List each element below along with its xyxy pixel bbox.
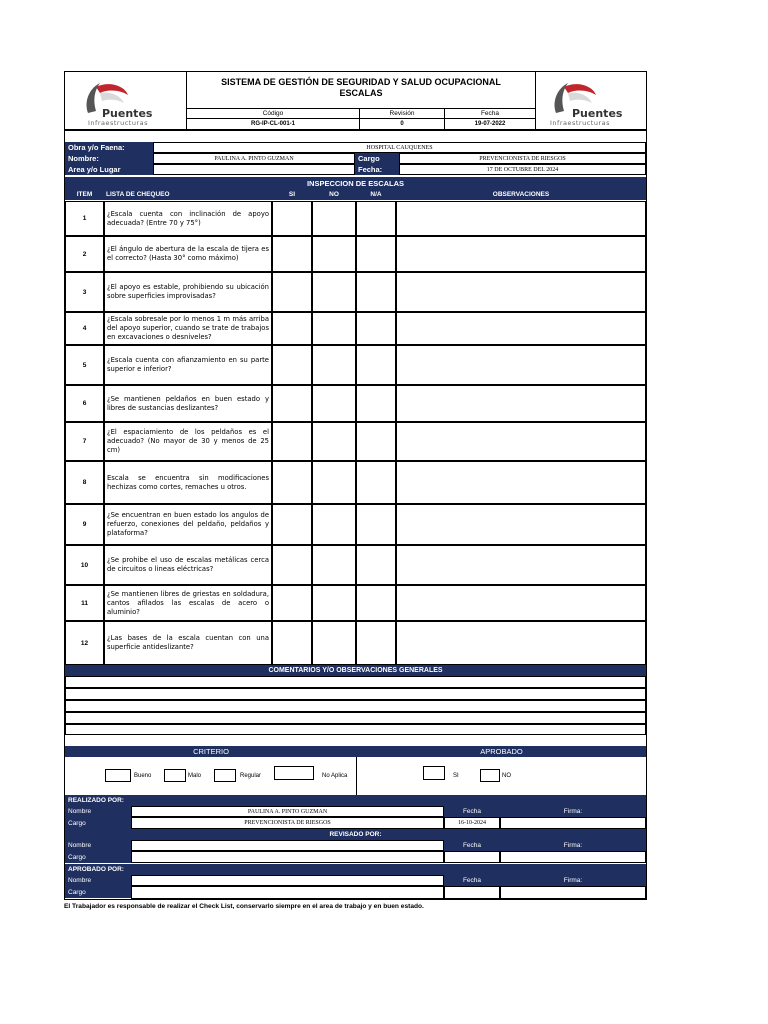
- item-number-cell: 1: [65, 201, 104, 236]
- si-cell[interactable]: [272, 461, 312, 504]
- codigo-value: RG-IP-CL-001-1: [250, 121, 295, 127]
- realizado-cargo-field[interactable]: PREVENCIONISTA DE RIESGOS: [131, 817, 444, 829]
- no-cell[interactable]: [312, 272, 356, 312]
- si-cell[interactable]: [272, 545, 312, 585]
- revision-label: Revisión: [389, 109, 415, 117]
- comments-title: COMENTARIOS Y/O OBSERVACIONES GENERALES: [65, 665, 646, 676]
- realizado-fecha-label: Fecha: [444, 806, 500, 817]
- no-cell[interactable]: [312, 236, 356, 272]
- revisado-fecha-label: Fecha: [444, 840, 500, 851]
- no-cell[interactable]: [312, 461, 356, 504]
- item-number-cell: 10: [65, 545, 104, 585]
- revisado-firma-label: Firma:: [500, 840, 646, 851]
- item-number-cell: 7: [65, 422, 104, 461]
- cargo-field[interactable]: PREVENCIONISTA DE RIESGOS: [399, 153, 646, 164]
- comment-line[interactable]: [65, 700, 646, 712]
- malo-label: Malo: [188, 772, 202, 779]
- aprobado-nombre-label: Nombre: [65, 875, 131, 886]
- company-logo-left: [74, 77, 178, 127]
- si-cell[interactable]: [272, 585, 312, 621]
- no-aplica-label: No Aplica: [322, 772, 348, 779]
- question-cell: ¿El espaciamiento de los peldaños es el adecuado? (No mayor de 30 y menos de 25 cm): [104, 422, 272, 461]
- si-cell[interactable]: [272, 422, 312, 461]
- cargo-label: Cargo: [355, 153, 399, 164]
- observaciones-cell[interactable]: [396, 385, 646, 422]
- col-na: N/A: [370, 191, 382, 198]
- item-number-cell: 12: [65, 621, 104, 665]
- obra-label: Obra y/o Faena:: [65, 142, 153, 153]
- col-si: SI: [288, 191, 296, 198]
- item-number-cell: 3: [65, 272, 104, 312]
- criterio-title: CRITERIO: [65, 746, 357, 757]
- fecha-field[interactable]: 17 DE OCTUBRE DEL 2024: [399, 164, 646, 175]
- observaciones-cell[interactable]: [396, 422, 646, 461]
- no-cell[interactable]: [312, 385, 356, 422]
- si-cell[interactable]: [272, 312, 312, 345]
- no-cell[interactable]: [312, 345, 356, 385]
- col-observaciones: OBSERVACIONES: [492, 191, 550, 198]
- nombre-label: Nombre:: [65, 153, 153, 164]
- col-lista: LISTA DE CHEQUEO: [106, 191, 170, 198]
- question-cell: ¿Escala cuenta con afianzamiento en su parte superior e inferior?: [104, 345, 272, 385]
- no-cell[interactable]: [312, 201, 356, 236]
- si-cell[interactable]: [272, 621, 312, 665]
- header-fecha-value: 19-07-2022: [474, 121, 506, 127]
- logo-brand-right: Puentes: [572, 107, 623, 120]
- regular-checkbox[interactable]: [214, 769, 236, 782]
- realizado-firma-label: Firma:: [500, 806, 646, 817]
- comment-line[interactable]: [65, 676, 646, 688]
- header-fecha-label: Fecha: [480, 109, 500, 117]
- no-cell[interactable]: [312, 585, 356, 621]
- footer-note: El Trabajador es responsable de realizar el Check List, conservarlo siempre en el area de trabajo y en buen estado.: [64, 903, 424, 910]
- observaciones-cell[interactable]: [396, 201, 646, 236]
- comment-line[interactable]: [65, 724, 646, 735]
- si-cell[interactable]: [272, 272, 312, 312]
- comment-line[interactable]: [65, 712, 646, 724]
- aprobado-nombre-field[interactable]: [131, 875, 444, 886]
- aprobado-cargo-label: Cargo: [65, 886, 131, 898]
- si-cell[interactable]: [272, 385, 312, 422]
- revisado-fecha-field[interactable]: [444, 851, 500, 863]
- company-logo-right: [542, 77, 646, 127]
- observaciones-cell[interactable]: [396, 585, 646, 621]
- codigo-label: Código: [262, 109, 284, 117]
- na-cell[interactable]: [356, 545, 396, 585]
- nombre-field[interactable]: PAULINA A. PINTO GUZMAN: [153, 153, 355, 164]
- si-cell[interactable]: [272, 504, 312, 545]
- checklist-sheet: [64, 71, 647, 910]
- aprobado-por-title: APROBADO POR:: [65, 864, 646, 875]
- observaciones-cell[interactable]: [396, 461, 646, 504]
- si-cell[interactable]: [272, 236, 312, 272]
- realizado-fecha-field[interactable]: 16-10-2024: [444, 817, 500, 829]
- fecha-label: Fecha:: [355, 164, 399, 175]
- item-number-cell: 2: [65, 236, 104, 272]
- question-cell: Escala se encuentra sin modificaciones hechizas como cortes, remaches u otros.: [104, 461, 272, 504]
- na-cell[interactable]: [356, 345, 396, 385]
- na-cell[interactable]: [356, 461, 396, 504]
- area-field[interactable]: [153, 164, 355, 175]
- col-item: ITEM: [76, 191, 93, 198]
- logo-sub-right: Infraestructuras: [550, 119, 610, 127]
- realizado-firma-field[interactable]: [500, 817, 646, 829]
- question-cell: ¿Escala cuenta con inclinación de apoyo adecuada? (Entre 70 y 75°): [104, 201, 272, 236]
- aprobado-cargo-field[interactable]: [131, 886, 444, 899]
- revision-value: 0: [400, 121, 404, 127]
- aprobado-no-label: NO: [502, 772, 511, 779]
- na-cell[interactable]: [356, 201, 396, 236]
- na-cell[interactable]: [356, 272, 396, 312]
- document-title: [187, 77, 535, 99]
- no-cell[interactable]: [312, 504, 356, 545]
- realizado-cargo-label: Cargo: [65, 817, 131, 829]
- revisado-title: REVISADO POR:: [65, 829, 646, 840]
- item-number-cell: 4: [65, 312, 104, 345]
- question-cell: ¿El ángulo de abertura de la escala de tijera es el correcto? (Hasta 30° como máximo): [104, 236, 272, 272]
- observaciones-cell[interactable]: [396, 312, 646, 345]
- no-cell[interactable]: [312, 422, 356, 461]
- revisado-cargo-field[interactable]: [131, 851, 444, 863]
- item-number-cell: 11: [65, 585, 104, 621]
- title-line-1: SISTEMA DE GESTIÓN DE SEGURIDAD Y SALUD OCUPACIONAL: [221, 77, 501, 87]
- na-cell[interactable]: [356, 385, 396, 422]
- aprobado-si-label: SI: [453, 772, 459, 779]
- no-cell[interactable]: [312, 621, 356, 665]
- malo-checkbox[interactable]: [164, 769, 186, 782]
- revisado-nombre-field[interactable]: [131, 840, 444, 851]
- revisado-firma-field[interactable]: [500, 851, 646, 863]
- revisado-nombre-label: Nombre: [65, 840, 131, 851]
- realizado-nombre-label: Nombre: [65, 806, 131, 817]
- na-cell[interactable]: [356, 422, 396, 461]
- item-number-cell: 8: [65, 461, 104, 504]
- si-cell[interactable]: [272, 201, 312, 236]
- section-title: INSPECCION DE ESCALAS: [65, 177, 646, 189]
- na-cell[interactable]: [356, 312, 396, 345]
- na-cell[interactable]: [356, 504, 396, 545]
- bueno-label: Bueno: [134, 772, 152, 779]
- obra-field[interactable]: HOSPITAL CAUQUENES: [153, 142, 646, 153]
- item-number-cell: 5: [65, 345, 104, 385]
- logo-brand-left: Puentes: [102, 107, 153, 120]
- logo-sub-left: Infraestructuras: [88, 119, 148, 127]
- title-line-2: ESCALAS: [339, 88, 383, 98]
- bueno-checkbox[interactable]: [105, 769, 131, 782]
- observaciones-cell[interactable]: [396, 236, 646, 272]
- question-cell: ¿Se encuentran en buen estado los angulos de refuerzo, conexiones del peldaño, peldaños y plataforma?: [104, 504, 272, 545]
- question-cell: ¿Se mantienen libres de griestas en soldadura, cantos afilados las escalas de acero o aluminio?: [104, 585, 272, 621]
- question-cell: ¿Escala sobresale por lo menos 1 m más arriba del apoyo superior, cuando se trate de trabajos en excavaciones o desniveles?: [104, 312, 272, 345]
- aprobado-title: APROBADO: [357, 746, 646, 757]
- question-cell: ¿Se prohibe el uso de escalas metálicas cerca de circuitos o lineas eléctricas?: [104, 545, 272, 585]
- observaciones-cell[interactable]: [396, 272, 646, 312]
- aprobado-fecha-label: Fecha: [444, 875, 500, 886]
- aprobado-firma-label: Firma:: [500, 875, 646, 886]
- aprobado-no-checkbox[interactable]: [480, 769, 500, 782]
- aprobado-si-checkbox[interactable]: [423, 766, 445, 780]
- observaciones-cell[interactable]: [396, 621, 646, 665]
- no-aplica-checkbox[interactable]: [274, 766, 314, 780]
- observaciones-cell[interactable]: [396, 545, 646, 585]
- na-cell[interactable]: [356, 236, 396, 272]
- comment-line[interactable]: [65, 688, 646, 700]
- item-number-cell: 6: [65, 385, 104, 422]
- observaciones-cell[interactable]: [396, 504, 646, 545]
- realizado-nombre-field[interactable]: PAULINA A. PINTO GUZMAN: [131, 806, 444, 817]
- observaciones-cell[interactable]: [396, 345, 646, 385]
- aprobado-fecha-field[interactable]: [444, 886, 500, 899]
- realizado-title: REALIZADO POR:: [65, 795, 646, 806]
- area-label: Area y/o Lugar: [65, 164, 153, 175]
- na-cell[interactable]: [356, 621, 396, 665]
- no-cell[interactable]: [312, 312, 356, 345]
- si-cell[interactable]: [272, 345, 312, 385]
- item-number-cell: 9: [65, 504, 104, 545]
- question-cell: ¿El apoyo es estable, prohibiendo su ubicación sobre superficies improvisadas?: [104, 272, 272, 312]
- regular-label: Regular: [240, 772, 262, 779]
- revisado-cargo-label: Cargo: [65, 851, 131, 863]
- question-cell: ¿Las bases de la escala cuentan con una superficie antideslizante?: [104, 621, 272, 665]
- col-no: NO: [329, 191, 339, 198]
- na-cell[interactable]: [356, 585, 396, 621]
- question-cell: ¿Se mantienen peldaños en buen estado y libres de sustancias deslizantes?: [104, 385, 272, 422]
- no-cell[interactable]: [312, 545, 356, 585]
- aprobado-firma-field[interactable]: [500, 886, 646, 899]
